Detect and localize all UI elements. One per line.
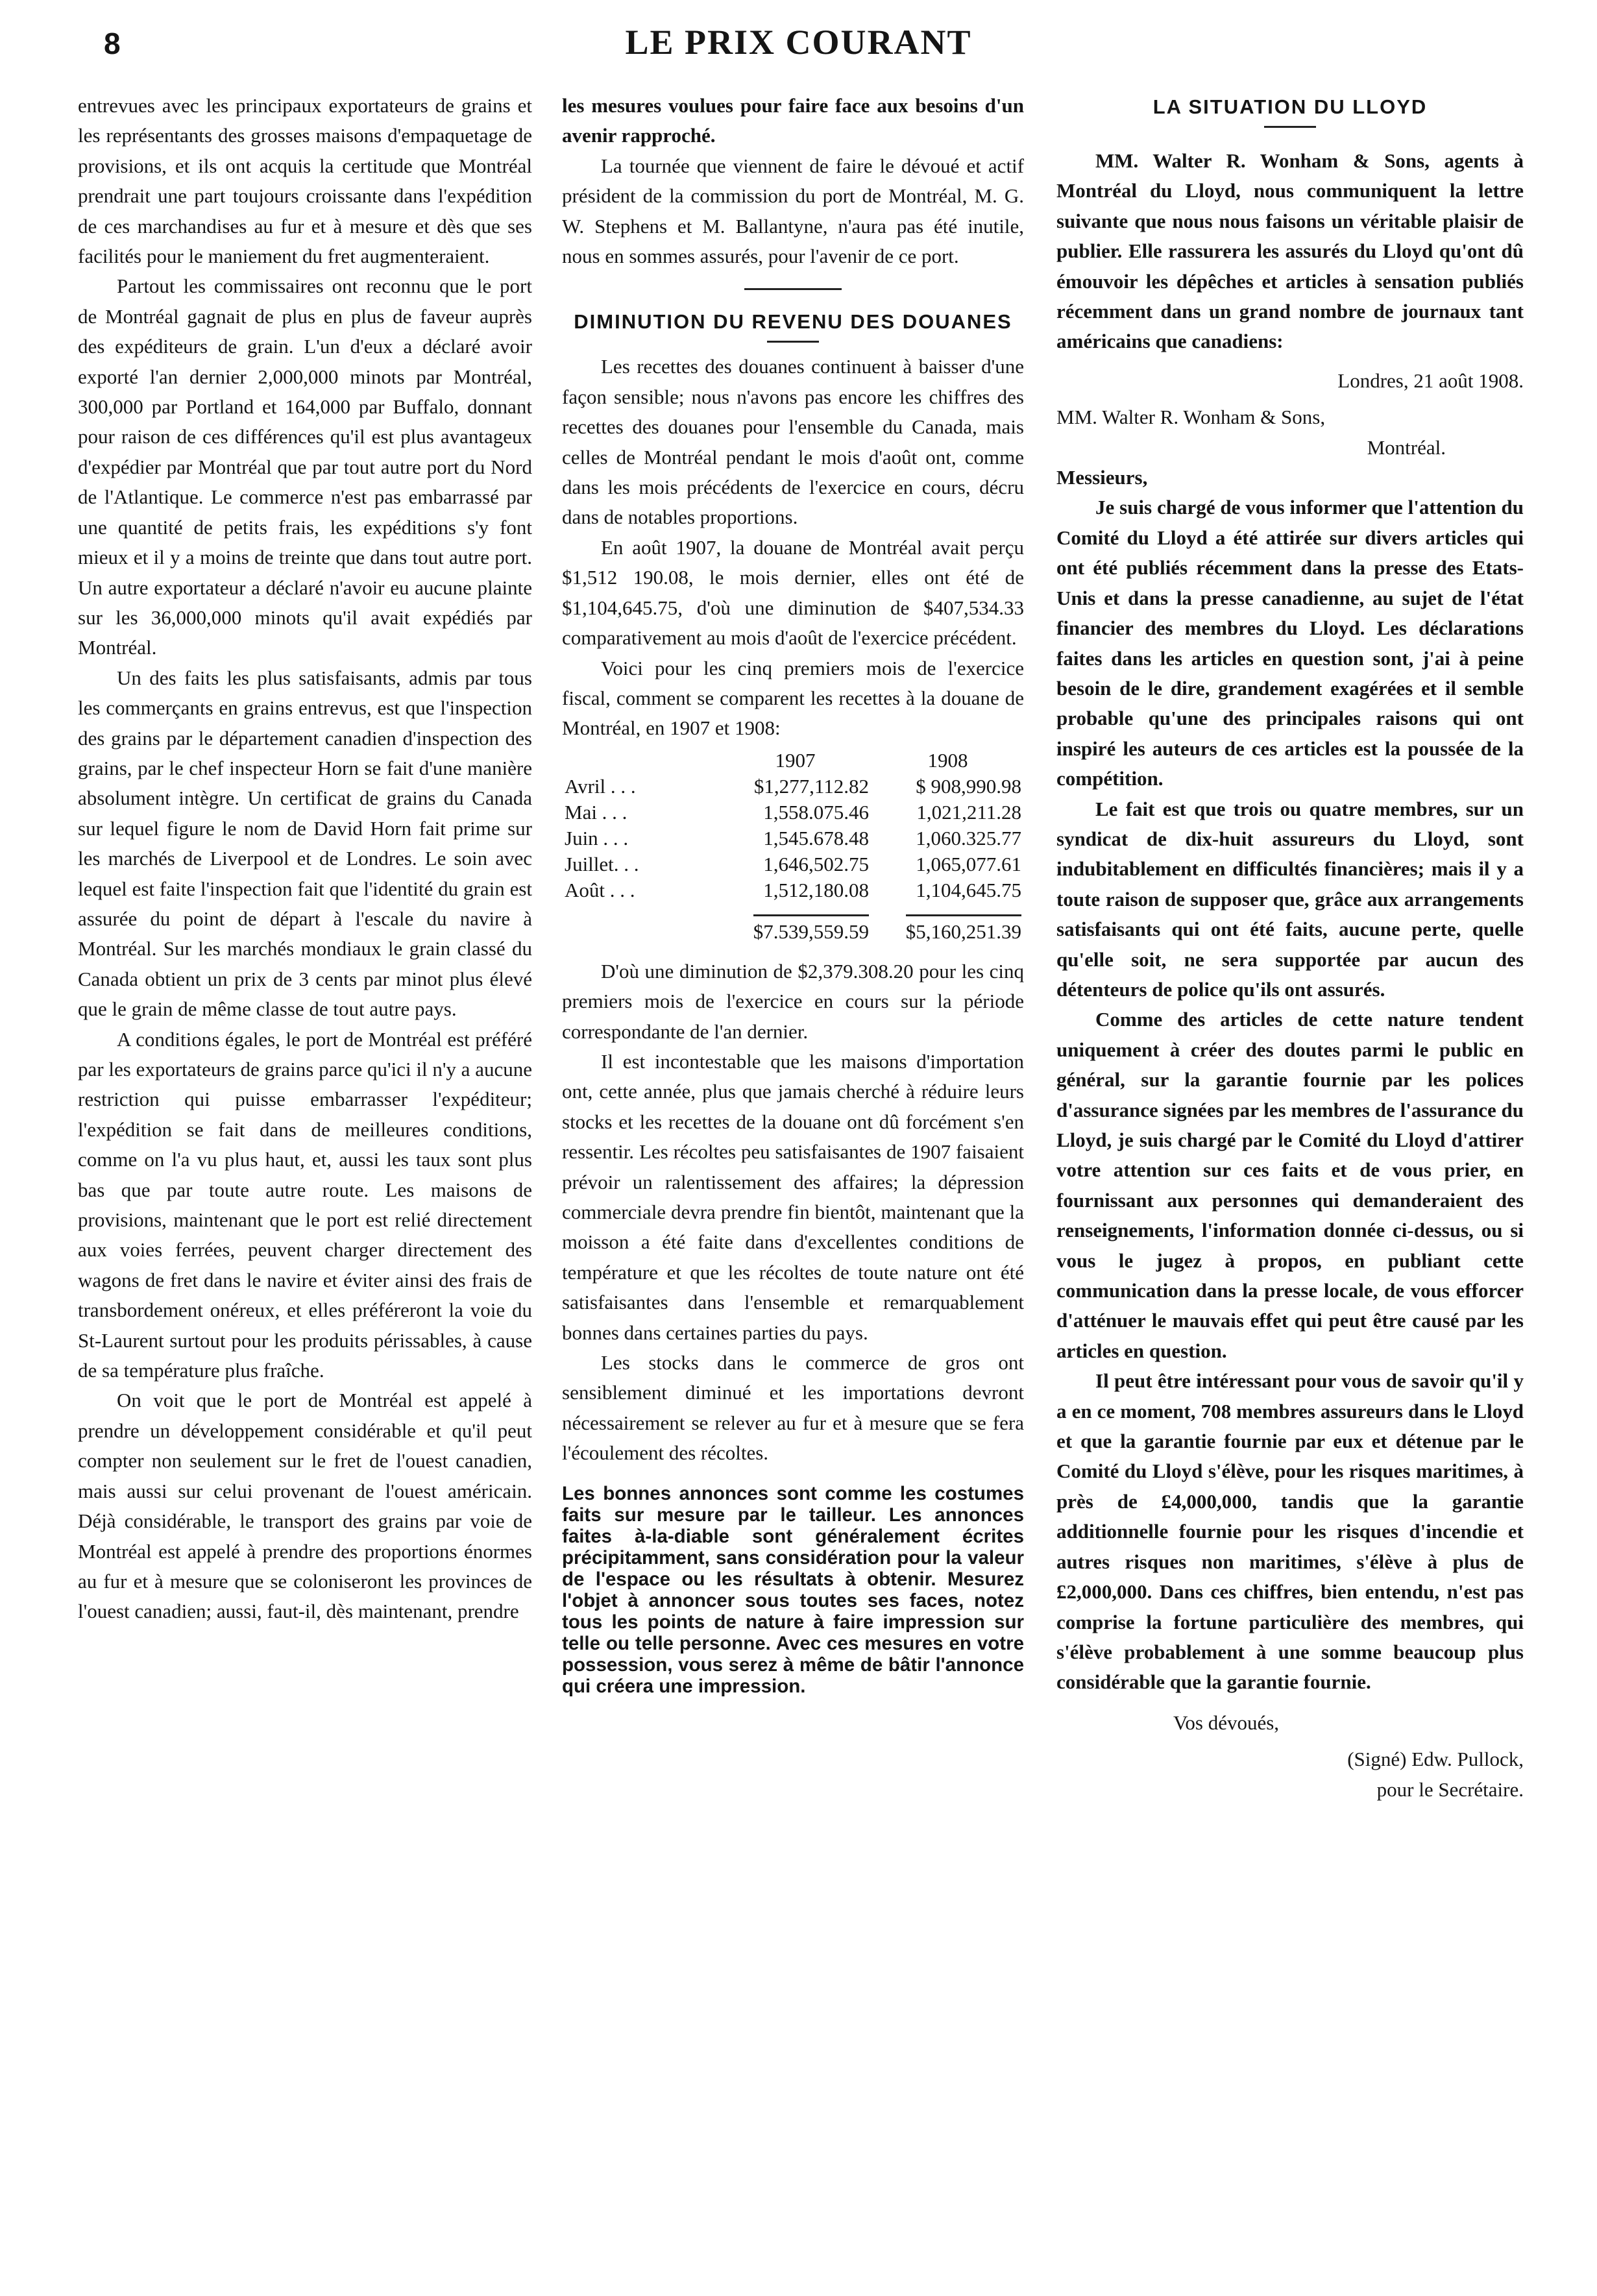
letter-salutation: Messieurs, [1056, 466, 1148, 489]
table-row [562, 800, 1024, 825]
advertising-notice: Les bonnes annonces sont comme les costumes faits sur mesure par le tailleur. Les annonces faites à-la-diable sont généralement écrites précipitamment, sans considération pour la valeur de l'espace ou les résultats à obtenir. Mesurez l'objet à annoncer sous toutes ses faces, notez tous les points de nature à faire impression sur telle ou telle personne. Avec ces mesures en votre possession, vous serez à même de bâtir l'annonce qui créera une impression. [562, 1482, 1024, 1697]
table-header: 1907 [775, 748, 816, 772]
section-heading: DIMINUTION DU REVENU DES DOUANES [574, 310, 1012, 334]
month-cell: Juin . . . [565, 826, 629, 849]
col1-paragraph: A conditions égales, le port de Montréal est préféré par les exportateurs de grains parce qu'ici il n'y a aucune restriction qui puisse embarrasser l'expéditeur; l'expédition se fait dans de meilleures conditions, comme on l'a vu plus haut, et, aussi les taux sont plus bas que par toute autre route. Les maisons de provisions, maintenant que le port est relié directement aux voies ferrées, peuvent charger directement des wagons de fret dans le navire et éviter ainsi des frais de transbordement onéreux, et elles préféreront la voie du St-Laurent surtout pour les produits périssables, à cause de sa température plus fraîche. [78, 1027, 532, 1382]
heading-rule [1264, 126, 1316, 128]
letter-signature: (Signé) Edw. Pullock, [1347, 1748, 1524, 1771]
column-1 [78, 91, 532, 1627]
col1-paragraph: entrevues avec les principaux exportateurs de grains et les représentants des grosses maisons d'empaquetage de provisions, et ils ont acquis la certitude que Montréal prendrait une part toujours croissante dans l'expédition de ces marchandises au fur et à mesure et dès que ses facilités pour le maniement du fret augmenteraient. [78, 94, 532, 268]
table-header-row [562, 748, 1024, 774]
col1-paragraph: Partout les commissaires ont reconnu que le port de Montréal gagnait de plus en plus de faveur auprès des expéditeurs de grain. L'un d'eux a déclaré avoir exporté l'an dernier 2,000,000 minots par Montréal, 300,000 par Portland et 164,000 par Buffalo, donnant pour raison de ces différences qu'il est plus avantageux d'expédier par Montréal que par tout autre port du Nord de l'Atlantique. Le commerce n'est pas embarrassé par une quantité de petits frais, les expéditions s'y font mieux et il y a moins de treinte que dans tout autre port. Un autre exportateur a déclaré n'avoir eu aucune plainte sur les 36,000,000 minots qu'il avait expédiés par Montréal. [78, 275, 532, 659]
col2-section-paragraph: Les recettes des douanes continuent à baisser d'une façon sensible; nous n'avons pas encore les chiffres des recettes des douanes pour l'ensemble du Canada, mais celles de Montréal pendant le mois d'août ont, comme dans les mois précédents de l'exercice en cours, décru dans de notables proportions. [562, 355, 1024, 529]
col2-intro-paragraph: La tournée que viennent de faire le dévoué et actif président de la commission du port de Montréal, M. G. W. Stephens et M. Ballantyne, n'aura pas été inutile, nous en sommes assurés, pour l'avenir de ce port. [562, 154, 1024, 268]
month-cell: Juillet. . . [565, 852, 639, 875]
col2-after-table-paragraph: Les stocks dans le commerce de gros ont sensiblement diminué et les importations devront nécessairement se relever au fur et à mesure que se fera l'écoulement des récoltes. [562, 1351, 1024, 1465]
table-header: 1908 [927, 748, 968, 772]
column-2 [562, 91, 1024, 1697]
letter-address-city: Montréal. [1367, 435, 1446, 459]
table-row [562, 877, 1024, 903]
value-1908-cell: 1,060.325.77 [916, 826, 1021, 849]
col1-paragraph: Un des faits les plus satisfaisants, admis par tous les commerçants en grains entrevus, est que l'inspection des grains par le département canadien d'inspection des grains, par le chef inspecteur Horn se fait d'une manière absolument intègre. Un certificat de grains du Canada sur lequel figure le nom de David Horn fait prime sur les marchés de Liverpool et de Londres. Le soin avec lequel est faite l'inspection fait que l'identité du grain est assurée du point de départ à l'escale du navire à Montréal. Sur les marchés mondiaux le grain classé du Canada obtient un prix de 3 cents par minot plus élevé que le grain de même classe de tout autre pays. [78, 666, 532, 1021]
month-cell: Août . . . [565, 878, 635, 901]
col1-paragraph: On voit que le port de Montréal est appelé à prendre un développement considérable et qu'il peut compter non seulement sur le fret de l'ouest canadien, mais aussi sur celui provenant de l'ouest américain. Déjà considérable, le transport des grains par voie de Montréal est appelé à prendre des proportions énormes au fur et à mesure que se coloniseront les provinces de l'ouest canadien; aussi, faut-il, dès maintenant, prendre [78, 1389, 532, 1623]
lloyd-heading: LA SITUATION DU LLOYD [1152, 95, 1428, 118]
table-total-row [562, 903, 1024, 945]
page-number: 8 [104, 27, 121, 60]
col2-after-table-paragraph: D'où une diminution de $2,379.308.20 pour les cinq premiers mois de l'exercice en cours sur la période correspondante de l'an dernier. [562, 959, 1024, 1043]
value-1907-cell: 1,558.075.46 [763, 800, 870, 824]
letter-closing: Vos dévoués, [1173, 1711, 1280, 1734]
col2-intro-paragraph: les mesures voulues pour faire face aux besoins d'un avenir rapproché. [562, 94, 1024, 147]
value-1908-cell: 1,104,645.75 [916, 878, 1021, 901]
customs-revenue-table [562, 748, 1024, 945]
letter-paragraph: Je suis chargé de vous informer que l'attention du Comité du Lloyd a été attirée sur divers articles qui ont été publiés récemment dans la presse des Etats-Unis et dans la presse canadienne, au sujet de l'état financier des membres du Lloyd. Les déclarations faites dans les articles en question sont, j'ai à peine besoin de le dire, grandement exagérées et il semble probable qu'une des principales raisons qui ont inspiré les auteurs de ces articles est la poussée de la compétition. [1056, 496, 1524, 790]
letter-paragraph: Il peut être intéressant pour vous de savoir qu'il y a en ce moment, 708 membres assureurs dans le Lloyd et que la garantie fournie par eux et détenue par le Comité du Lloyd s'élève, pour les risques maritimes, à près de £4,000,000, tandis que la garantie additionnelle fournie pour les risques d'incendie et autres risques non maritimes, s'élève à plus de £2,000,000. Dans ces chiffres, bien entendu, n'est pas comprise la fortune particulière des membres, qui s'élève probablement à une somme beaucoup plus considérable que la garantie fournie. [1056, 1369, 1524, 1694]
letter-paragraph: Le fait est que trois ou quatre membres, sur un syndicat de dix-huit assureurs du Lloyd, sont indubitablement en difficultés financières; mais il y a toute raison de supposer que, grâce aux arrangements satisfaisants qui ont été faits, aucune perte, quelle qu'elle soit, ne sera supportée par aucun des détenteurs de police qu'ils ont assurés. [1056, 797, 1524, 1001]
table-row [562, 825, 1024, 851]
letter-address: MM. Walter R. Wonham & Sons, [1056, 406, 1326, 429]
month-cell: Avril . . . [565, 774, 636, 798]
value-1907-cell: 1,545.678.48 [763, 826, 870, 849]
col2-after-table-paragraph: Il est incontestable que les maisons d'importation ont, cette année, plus que jamais cherché à réduire leurs stocks et les recettes de la douane ont dû forcément s'en ressentir. Les récoltes peu satisfaisantes de 1907 faisaient prévoir un ralentissement des affaires; la dépression commerciale devra prendre fin bientôt, maintenant que la moisson a été faite dans d'excellentes conditions de température et que les récoltes de toute nature ont été satisfaisantes dans l'ensemble et remarquablement bonnes dans certaines parties du pays. [562, 1049, 1024, 1344]
value-1908-cell: 1,021,211.28 [916, 800, 1021, 824]
letter-signature-title: pour le Secrétaire. [1376, 1777, 1524, 1801]
section-divider [744, 288, 842, 290]
total-1908-cell: $5,160,251.39 [906, 914, 1021, 943]
col2-section-paragraph: Voici pour les cinq premiers mois de l'exercice fiscal, comment se comparent les recettes à la douane de Montréal, en 1907 et 1908: [562, 656, 1024, 740]
total-1907-cell: $7.539,559.59 [753, 914, 869, 943]
value-1907-cell: $1,277,112.82 [753, 774, 870, 798]
journal-title: LE PRIX COURANT [625, 23, 972, 62]
table-row [562, 774, 1024, 800]
col2-section-paragraph: En août 1907, la douane de Montréal avait perçu $1,512 190.08, le mois dernier, elles ont été de $1,104,645.75, d'où une diminution de $407,534.33 comparativement au mois d'août de l'exercice précédent. [562, 535, 1024, 650]
column-3 [1056, 91, 1524, 1805]
table-row [562, 851, 1024, 877]
value-1907-cell: 1,646,502.75 [763, 852, 870, 875]
value-1908-cell: 1,065,077.61 [916, 852, 1021, 875]
value-1908-cell: $ 908,990.98 [916, 774, 1021, 798]
letter-dateline: Londres, 21 août 1908. [1337, 369, 1524, 392]
lloyd-opening: MM. Walter R. Wonham & Sons, agents à Montréal du Lloyd, nous communiquent la lettre suivante que nous nous faisons un véritable plaisir de publier. Elle rassurera les assurés du Lloyd qu'ont dû émouvoir les dépêches et articles à sensation publiés récemment dans un grand nombre de journaux tant américains que canadiens: [1056, 149, 1524, 353]
letter-paragraph: Comme des articles de cette nature tendent uniquement à créer des doutes parmi le public en général, sur la garantie fournie par les polices d'assurance signées par les membres de l'assurance du Lloyd, je suis chargé par le Comité du Lloyd d'attirer votre attention sur ces faits et de vous prier, en fournissant aux personnes qui demanderaient des renseignements, l'information donnée ci-dessus, ou si vous le jugez à propos, en publiant cette communication dans la presse locale, de vous efforcer d'atténuer le mauvais effet qui peut être causé par les articles en question. [1056, 1008, 1524, 1362]
value-1907-cell: 1,512,180.08 [763, 878, 870, 901]
heading-rule [767, 341, 819, 343]
month-cell: Mai . . . [565, 800, 628, 824]
